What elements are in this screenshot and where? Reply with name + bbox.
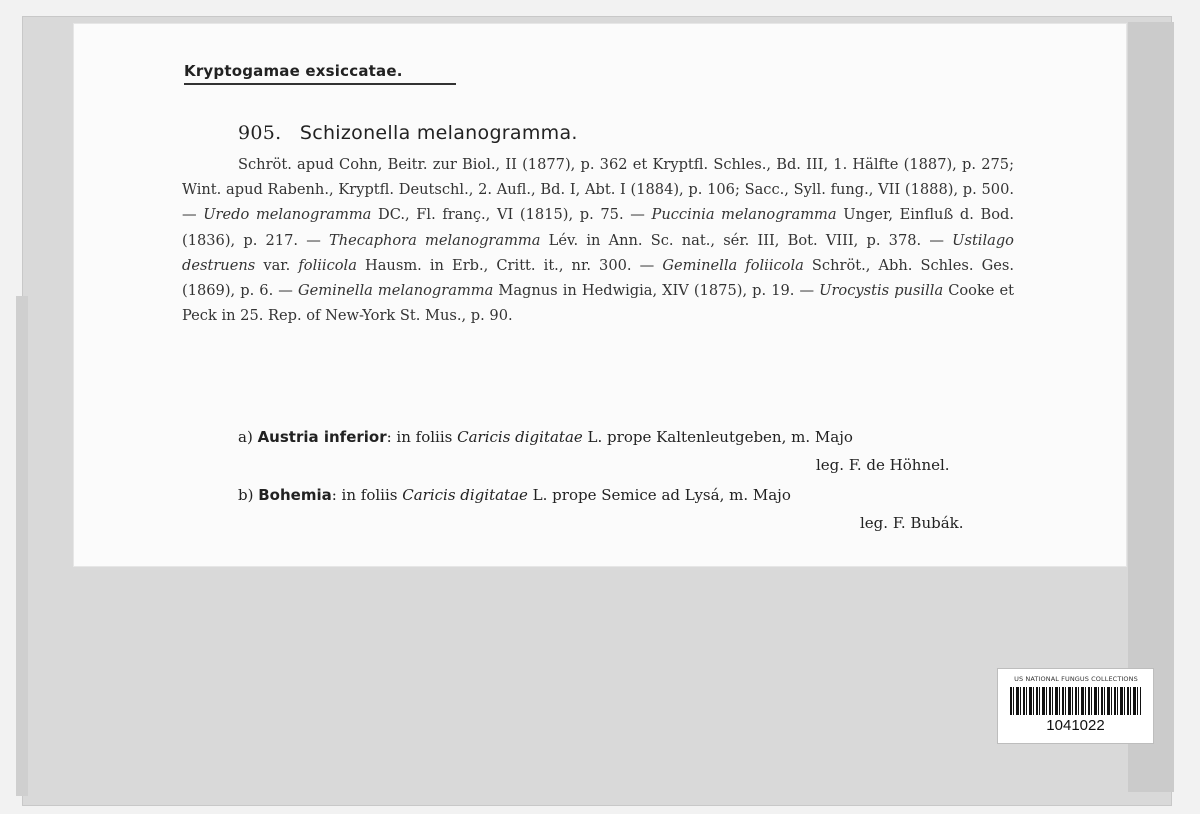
taxon-name: Urocystis pusilla xyxy=(819,282,944,300)
specimen-name: Schizonella melanogramma. xyxy=(299,122,578,144)
series-title: Kryptogamae exsiccatae. xyxy=(184,62,456,85)
citation-text: Hausm. in Erb., Critt. it., nr. 300. — xyxy=(356,256,663,274)
locality-region: Bohemia xyxy=(258,486,332,504)
locality-marker: b) xyxy=(238,486,254,504)
citation-text: Unger, Einfluß d. Bod. (1836), p. 217. — xyxy=(182,206,1014,249)
taxon-name: Thecaphora melanogramma xyxy=(329,231,541,249)
collector-a: leg. F. de Höhnel. xyxy=(816,456,950,474)
locality-marker: a) xyxy=(238,428,253,446)
locality-post: L. prope Kaltenleutgeben, m. Majo xyxy=(582,428,853,446)
citation-text: DC., Fl. franç., VI (1815), p. 75. — xyxy=(371,206,652,224)
barcode-tag xyxy=(998,669,1153,743)
specimen-number: 905. xyxy=(238,122,282,144)
citation-text: var. xyxy=(255,256,299,274)
taxon-name: Uredo melanogramma xyxy=(203,206,372,224)
locality-a xyxy=(238,428,853,446)
taxon-name: Puccinia melanogramma xyxy=(651,206,837,224)
taxon-name: foliicola xyxy=(298,256,357,274)
locality-region: Austria inferior xyxy=(257,428,387,446)
citation-text: Schröt., Abh. Schles. Ges. (1869), p. 6. — xyxy=(182,256,1014,300)
taxon-name: Ustilago destruens xyxy=(182,231,1014,274)
taxon-name: Geminella foliicola xyxy=(662,256,804,274)
synonymy-text xyxy=(182,152,1014,328)
sheet-edge-shadow xyxy=(16,296,28,796)
citation-text: Lév. in Ann. Sc. nat., sér. III, Bot. VIII, p. 378. — xyxy=(540,231,953,249)
citation-text: Magnus in Hedwigia, XIV (1875), p. 19. — xyxy=(493,282,820,300)
citation-text: Cooke et Peck in 25. Rep. of New-York St. Mus., p. 90. xyxy=(182,282,1015,325)
citation-text: Schröt. apud Cohn, Beitr. zur Biol., II (1877), p. 362 et Kryptfl. Schles., Bd. III, 1. Hälfte (1887), p. 275; Wint. apud Rabenh., Kryptfl. Deutschl., 2. Aufl., Bd. I, Abt. I (1884), p. 106; Sacc., Syll. fung., VII (1888), p. 500. — xyxy=(182,156,1014,224)
locality-pre: : in foliis xyxy=(331,486,403,504)
host-name: Caricis digitatae xyxy=(457,428,583,446)
locality-pre: : in foliis xyxy=(386,428,458,446)
locality-post: L. prope Semice ad Lysá, m. Majo xyxy=(527,486,791,504)
barcode xyxy=(1010,687,1141,715)
catalog-number: 1041022 xyxy=(1046,717,1105,734)
locality-b xyxy=(238,486,791,504)
taxon-name: Geminella melanogramma xyxy=(297,282,494,300)
printed-label xyxy=(74,24,1126,566)
host-name: Caricis digitatae xyxy=(402,486,528,504)
collection-caption: US NATIONAL FUNGUS COLLECTIONS xyxy=(1014,675,1138,683)
synonymy-paragraph xyxy=(182,152,1014,328)
collector-b: leg. F. Bubák. xyxy=(860,514,964,532)
specimen-title xyxy=(238,122,578,144)
